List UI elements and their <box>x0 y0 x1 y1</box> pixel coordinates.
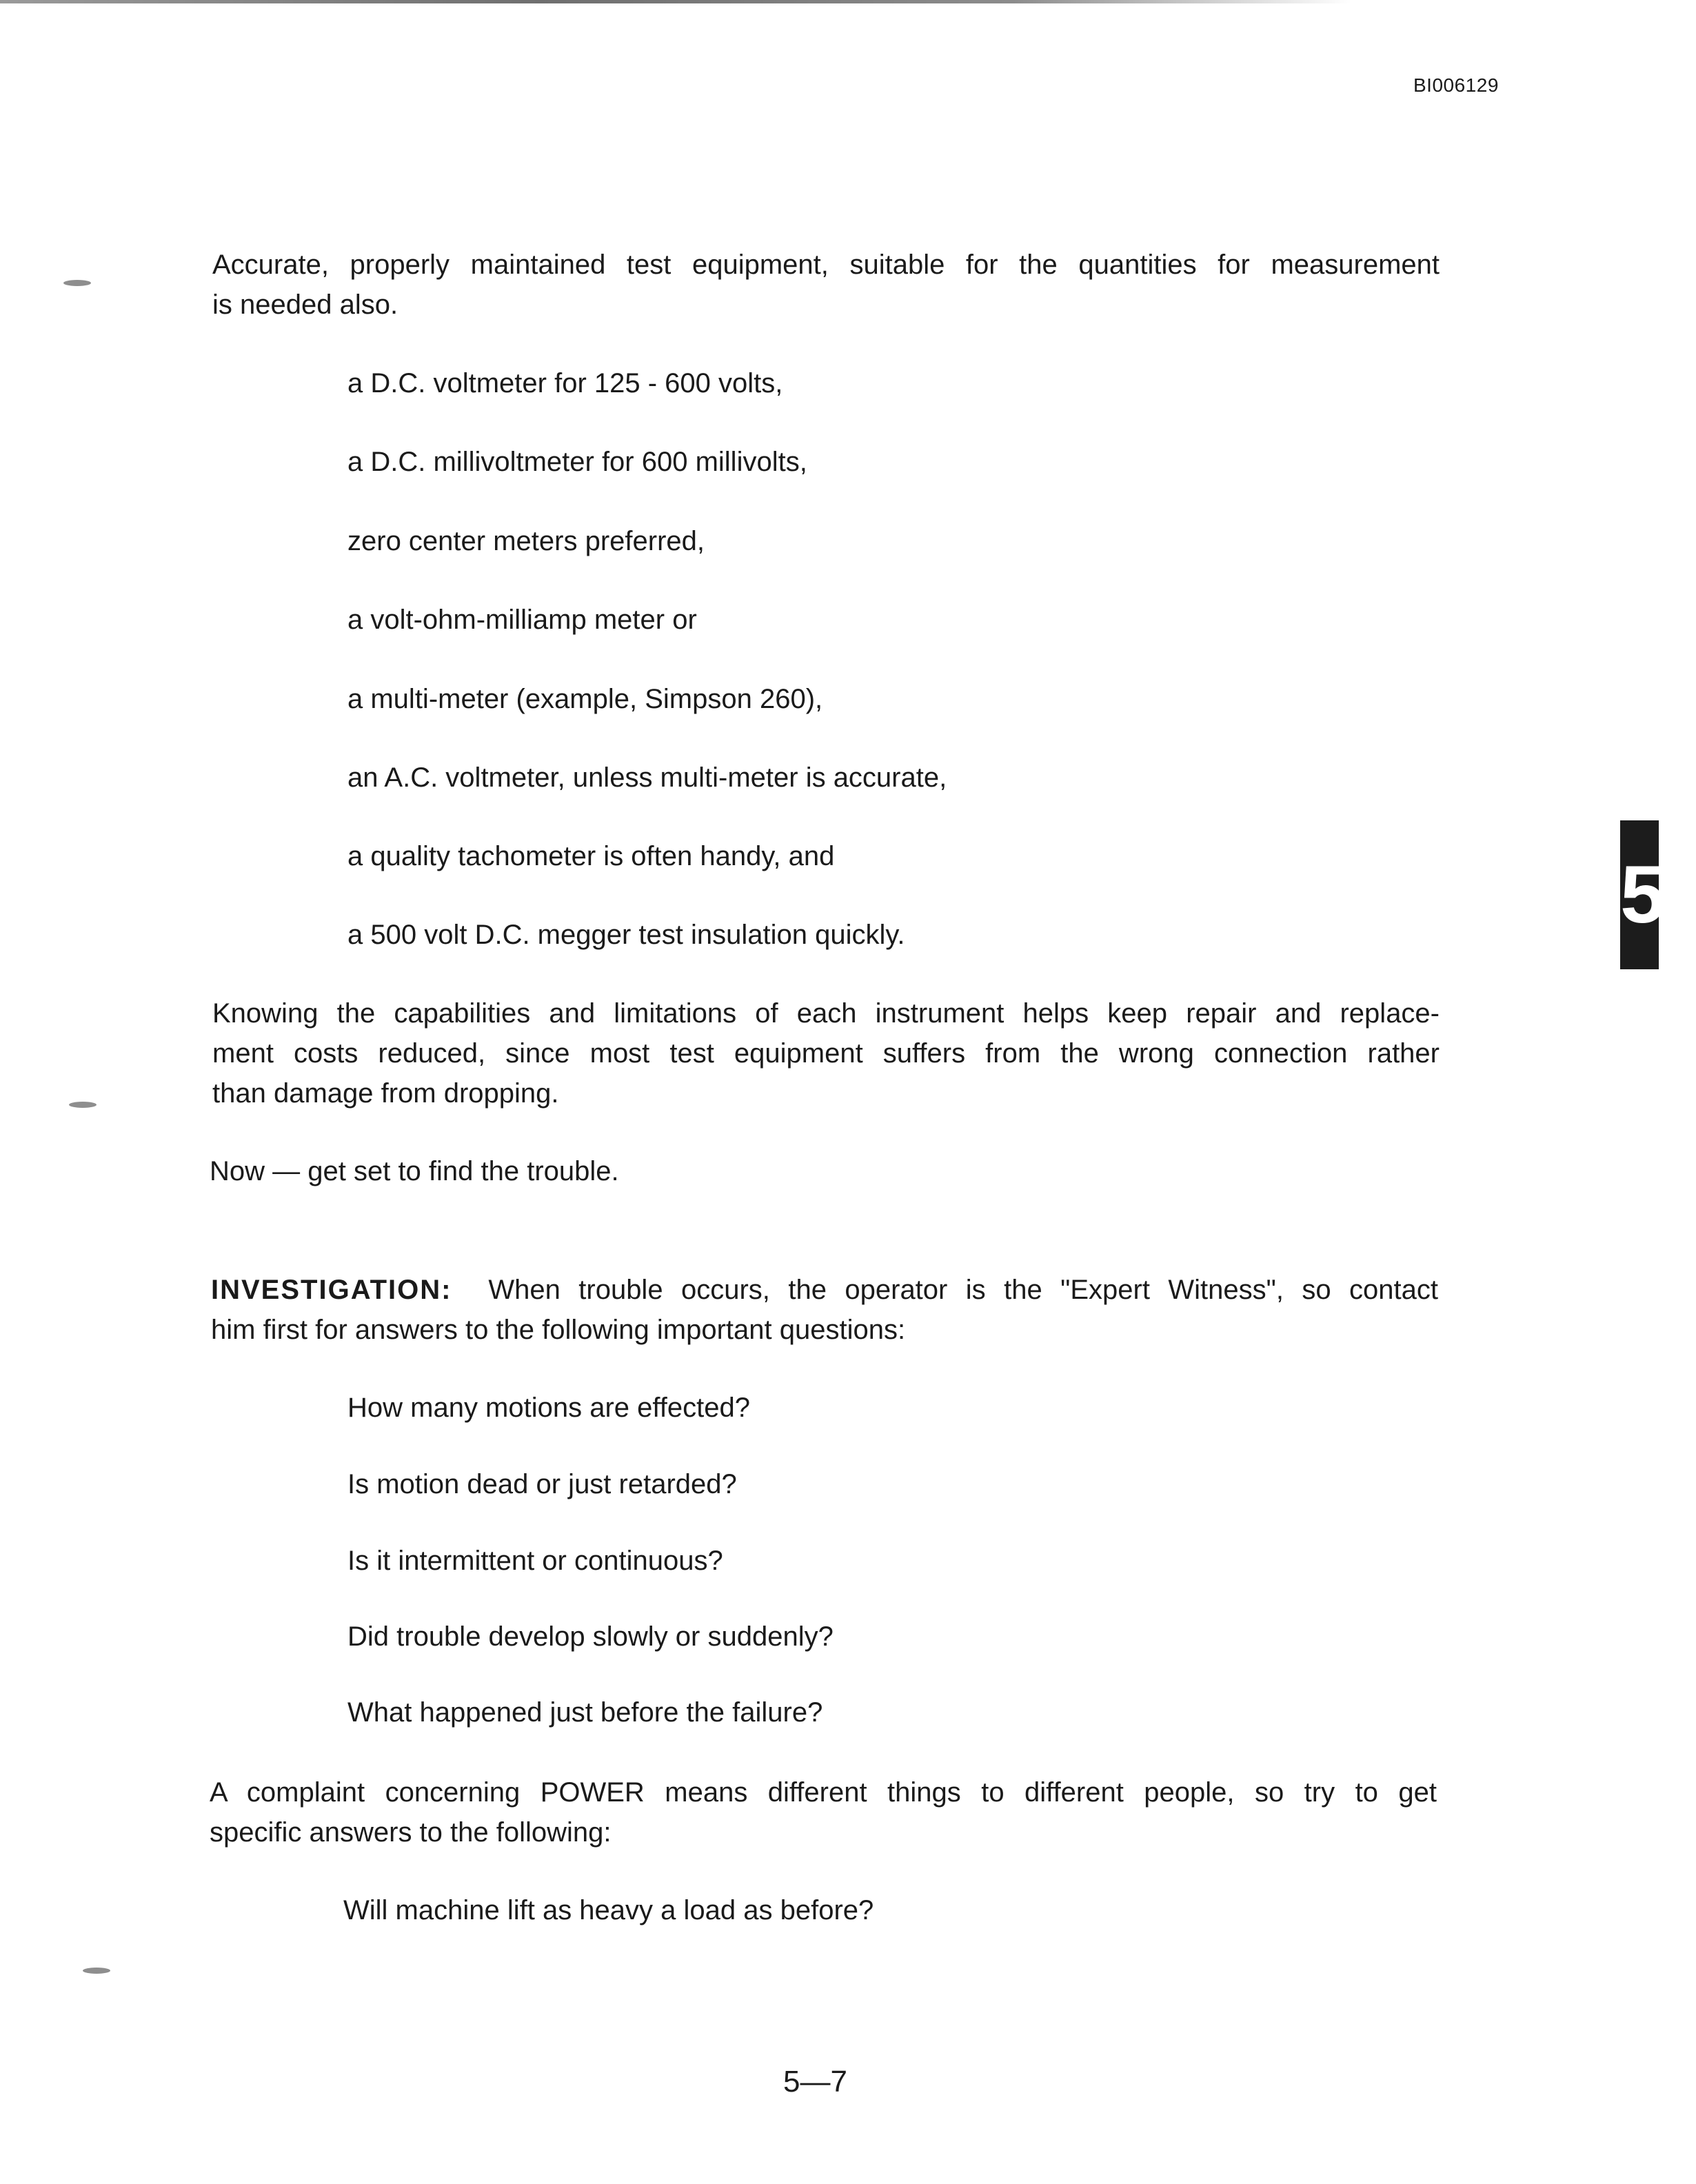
question-item: Is motion dead or just retarded? <box>347 1469 737 1499</box>
question-item: How many motions are effected? <box>347 1393 751 1423</box>
equipment-item: a 500 volt D.C. megger test insulation quickly. <box>347 920 905 950</box>
paragraph-line: Accurate, properly maintained test equipment, suitable for the quantities for measurement <box>212 250 1440 280</box>
paragraph-line: him first for answers to the following important questions: <box>211 1315 906 1345</box>
question-item: Is it intermittent or continuous? <box>347 1546 723 1576</box>
paragraph-line <box>211 1270 1438 1310</box>
punch-hole-mark <box>69 1102 97 1108</box>
document-id: BI006129 <box>1413 74 1499 96</box>
investigation-text: When trouble occurs, the operator is the "Expert Witness", so contact <box>488 1275 1438 1305</box>
investigation-heading: INVESTIGATION: <box>211 1275 452 1305</box>
scan-edge <box>0 0 1351 3</box>
intro-paragraph <box>212 245 1440 325</box>
equipment-item: zero center meters preferred, <box>347 526 705 556</box>
equipment-item: a volt-ohm-milliamp meter or <box>347 605 697 635</box>
paragraph-line: is needed also. <box>212 290 398 320</box>
now-line: Now — get set to find the trouble. <box>210 1156 619 1186</box>
knowing-paragraph <box>212 993 1440 1113</box>
equipment-item: a quality tachometer is often handy, and <box>347 841 835 871</box>
power-paragraph <box>210 1772 1437 1852</box>
equipment-item: a D.C. voltmeter for 125 - 600 volts, <box>347 368 783 398</box>
paragraph-line: specific answers to the following: <box>210 1817 612 1848</box>
section-tab: 5 <box>1620 820 1659 969</box>
investigation-paragraph <box>211 1270 1438 1350</box>
power-question-item: Will machine lift as heavy a load as before? <box>343 1895 874 1925</box>
paragraph-line: ment costs reduced, since most test equipment suffers from the wrong connection rather <box>212 1038 1440 1069</box>
question-item: What happened just before the failure? <box>347 1697 823 1728</box>
page-number: 5—7 <box>783 2065 847 2099</box>
paragraph-line: Knowing the capabilities and limitations of each instrument helps keep repair and replace- <box>212 998 1440 1029</box>
equipment-item: a D.C. millivoltmeter for 600 millivolts, <box>347 447 807 477</box>
punch-hole-mark <box>63 280 91 286</box>
equipment-item: an A.C. voltmeter, unless multi-meter is accurate, <box>347 762 947 793</box>
question-item: Did trouble develop slowly or suddenly? <box>347 1621 834 1652</box>
paragraph-line: than damage from dropping. <box>212 1078 559 1109</box>
punch-hole-mark <box>83 1968 110 1974</box>
equipment-item: a multi-meter (example, Simpson 260), <box>347 684 823 714</box>
paragraph-line: A complaint concerning POWER means different things to different people, so try to get <box>210 1777 1437 1808</box>
